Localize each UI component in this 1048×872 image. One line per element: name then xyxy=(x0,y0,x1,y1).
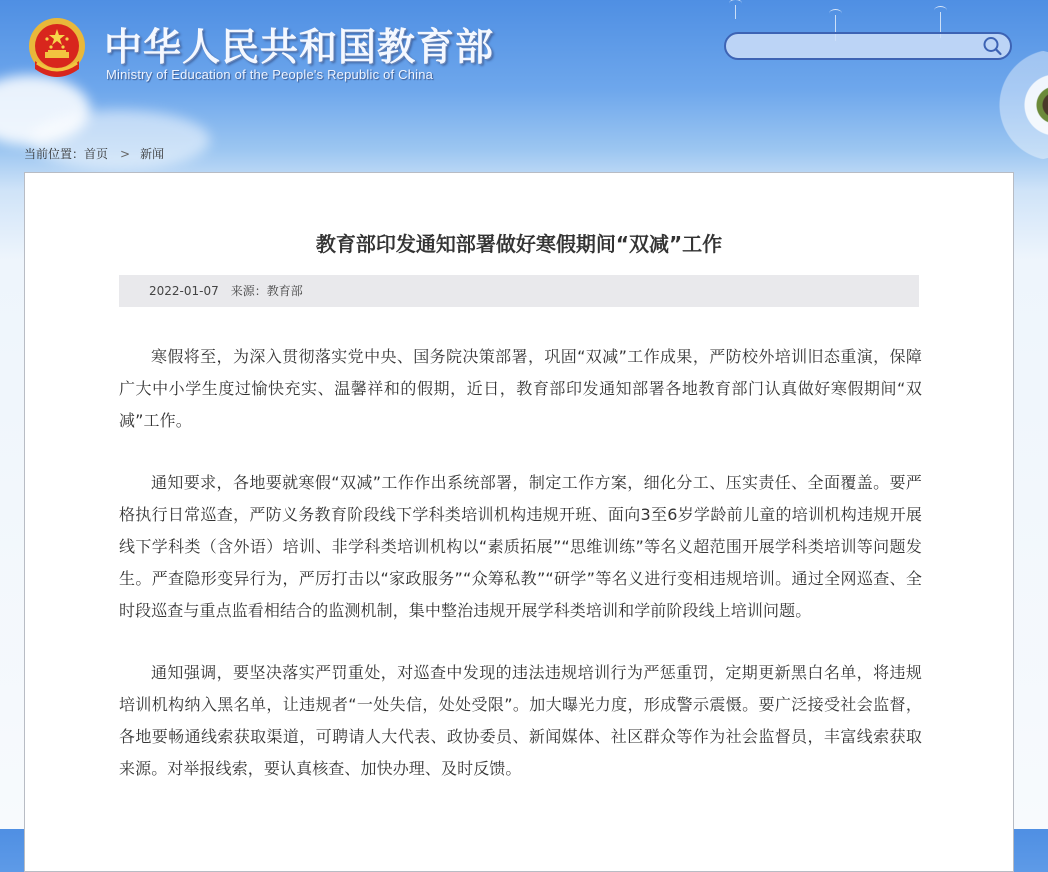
article-source: 来源：教育部 xyxy=(230,284,303,298)
breadcrumb-news[interactable]: 新闻 xyxy=(140,147,165,161)
article-date: 2022-01-07 xyxy=(149,284,219,298)
breadcrumb xyxy=(24,145,164,162)
site-title-cn[interactable]: 中华人民共和国教育部 xyxy=(104,25,495,69)
breadcrumb-home[interactable]: 首页 xyxy=(84,147,109,161)
national-emblem-icon[interactable] xyxy=(27,17,87,83)
search-box xyxy=(724,32,1012,60)
article-paragraph: 寒假将至，为深入贯彻落实党中央、国务院决策部署，巩固“双减”工作成果，严防校外培训旧态重演，保障广大中小学生度过愉快充实、温馨祥和的假期，近日，教育部印发通知部署各地教育部门认真做好寒假期间“双减”工作。 xyxy=(119,347,922,430)
site-header xyxy=(0,0,1048,120)
search-icon xyxy=(982,36,1004,56)
article-meta xyxy=(119,275,919,307)
breadcrumb-label: 当前位置： xyxy=(24,147,85,161)
article-body xyxy=(119,341,922,815)
search-input[interactable] xyxy=(738,36,982,58)
article-container xyxy=(24,172,1014,872)
breadcrumb-separator: > xyxy=(120,147,131,161)
article-paragraph: 通知要求，各地要就寒假“双减”工作作出系统部署，制定工作方案，细化分工、压实责任、全面覆盖。要严格执行日常巡查，严防义务教育阶段线下学科类培训机构违规开班、面向3至6岁学龄前儿童的培训机构违规开展线下学科类（含外语）培训、非学科类培训机构以“素质拓展”“思维训练”等名义超范围开展学科类培训等问题发生。严查隐形变异行为，严厉打击以“家政服务”“众筹私教”“研学”等名义进行变相违规培训。通过全网巡查、全时段巡查与重点监看相结合的监测机制，集中整治违规开展学科类培训和学前阶段线上培训问题。 xyxy=(119,473,922,620)
article-paragraph: 通知强调，要坚决落实严罚重处，对巡查中发现的违法违规培训行为严惩重罚，定期更新黑白名单，将违规培训机构纳入黑名单，让违规者“一处失信，处处受限”。加大曝光力度，形成警示震慑。要广泛接受社会监督，各地要畅通线索获取渠道，可聘请人大代表、政协委员、新闻媒体、社区群众等作为社会监督员，丰富线索获取来源。对举报线索，要认真核查、加快办理、及时反馈。 xyxy=(119,663,922,778)
article-title: 教育部印发通知部署做好寒假期间“双减”工作 xyxy=(315,232,723,256)
site-title-en: Ministry of Education of the People's Republic of China xyxy=(106,67,434,82)
search-button[interactable] xyxy=(982,36,1004,56)
